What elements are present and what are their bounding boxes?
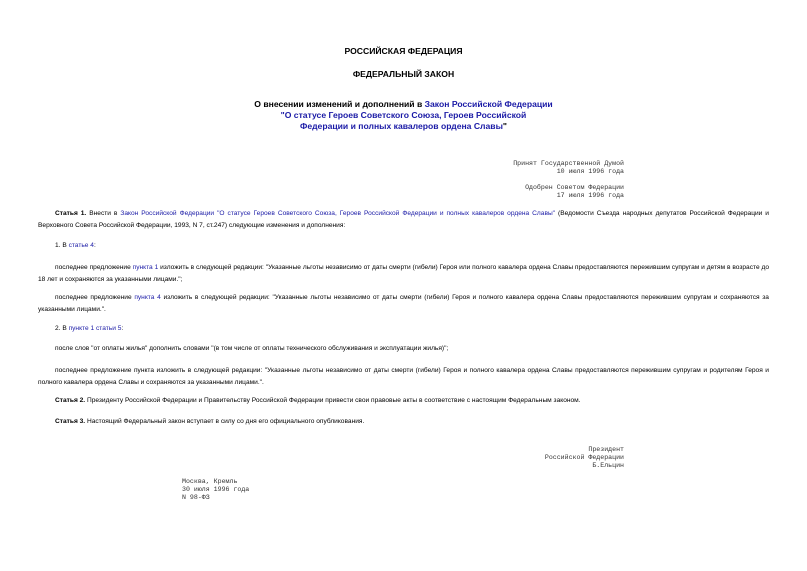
- item-2-paragraph-2: последнее предложение пункта изложить в следующей редакции: "Указанные льготы независимо от даты смерти (гибели) Героя и полного кавалера ордена Славы предоставляются пережившим супругам и родителям Героя и полного кавалера ордена Славы и сохраняются за указанными лицами.".: [38, 367, 769, 386]
- item-1-p2-text2: изложить в следующей редакции: "Указанные льготы независимо от даты смерти (гибели) Героя и полного кавалера ордена Славы предоставляются пережившим супругам и сохраняются за указанными лицами.".: [38, 294, 769, 313]
- article-3-label: Статья 3.: [55, 418, 86, 425]
- article-3-text: Настоящий Федеральный закон вступает в силу со дня его официального опубликования.: [85, 418, 365, 425]
- place-line3: N 98-ФЗ: [182, 494, 210, 501]
- adoption-duma: [513, 160, 624, 176]
- country-heading: РОССИЙСКАЯ ФЕДЕРАЦИЯ: [344, 46, 463, 56]
- title-prefix: О внесении изменений и дополнений в: [254, 99, 425, 109]
- council-line1: Одобрен Советом Федерации: [525, 184, 624, 191]
- signature-block: [545, 446, 624, 470]
- law-link[interactable]: Закон Российской Федерации: [424, 99, 553, 109]
- item-2-link[interactable]: пункте 1 статьи 5: [68, 325, 122, 332]
- item-2-text: 2. В: [55, 325, 69, 332]
- item-2-after: :: [121, 325, 124, 332]
- item-1-p2-link[interactable]: пункта 4: [134, 294, 161, 301]
- place-date-block: [182, 478, 249, 502]
- article-1-law-link[interactable]: Закон Российской Федерации "О статусе Героев Советского Союза, Героев Российской Федерации и полных кавалеров ордена Славы": [120, 210, 556, 217]
- signature-line1: Президент: [588, 446, 624, 453]
- title-suffix: ": [502, 121, 507, 131]
- item-1-text: 1. В: [55, 242, 69, 249]
- item-1-p1-link[interactable]: пункта 1: [132, 264, 159, 271]
- item-1-paragraph-2: [38, 292, 769, 315]
- item-2: [38, 323, 769, 335]
- signature-line2: Российской Федерации: [544, 454, 624, 461]
- item-1-p2-text1: последнее предложение: [55, 294, 135, 301]
- duma-line1: Принят Государственной Думой: [513, 160, 624, 167]
- item-2-paragraph-1: после слов "от оплаты жилья" дополнить словами "(в том числе от оплаты технического обслуживания и эксплуатации жилья)";: [55, 345, 449, 352]
- duma-line2: 10 июля 1996 года: [556, 168, 624, 175]
- title-line3[interactable]: Федерации и полных кавалеров ордена Славы: [299, 121, 503, 131]
- article-3: [38, 416, 769, 428]
- item-1-paragraph-1: [38, 262, 769, 285]
- article-2-text: Президенту Российской Федерации и Правительству Российской Федерации привести свои правовые акты в соответствие с настоящим Федеральным законом.: [85, 397, 581, 404]
- signature-line3: Б.Ельцин: [592, 462, 624, 469]
- title-line2[interactable]: "О статусе Героев Советского Союза, Героев Российской: [280, 110, 527, 120]
- item-1-after: :: [93, 242, 96, 249]
- article-2-label: Статья 2.: [55, 397, 86, 404]
- article-1-text1: Внести в: [86, 210, 121, 217]
- place-line1: Москва, Кремль: [182, 478, 238, 485]
- doc-type-heading: ФЕДЕРАЛЬНЫЙ ЗАКОН: [352, 69, 455, 79]
- adoption-council: [525, 184, 624, 200]
- law-title: [0, 99, 807, 132]
- article-1: [38, 208, 769, 231]
- council-line2: 17 июля 1996 года: [556, 192, 624, 199]
- article-2: [38, 395, 769, 407]
- article-1-label: Статья 1.: [55, 210, 87, 217]
- item-1-p1-text2: изложить в следующей редакции: "Указанные льготы независимо от даты смерти (гибели) Героя или полного кавалера ордена Славы предоставляются пережившим супругам и детям в возрасте до 18 лет и сохраняются за указанными лицами.";: [38, 264, 769, 283]
- item-1: [38, 240, 769, 252]
- item-1-p1-text1: последнее предложение: [55, 264, 133, 271]
- place-line2: 30 июля 1996 года: [182, 486, 250, 493]
- item-1-link[interactable]: статье 4: [68, 242, 94, 249]
- article-1-text2: (Ведомости Съезда народных депутатов Российской Федерации и Верховного Совета Российской Федерации, 1993, N 7, ст.247) следующие изменения и дополнения:: [38, 210, 769, 229]
